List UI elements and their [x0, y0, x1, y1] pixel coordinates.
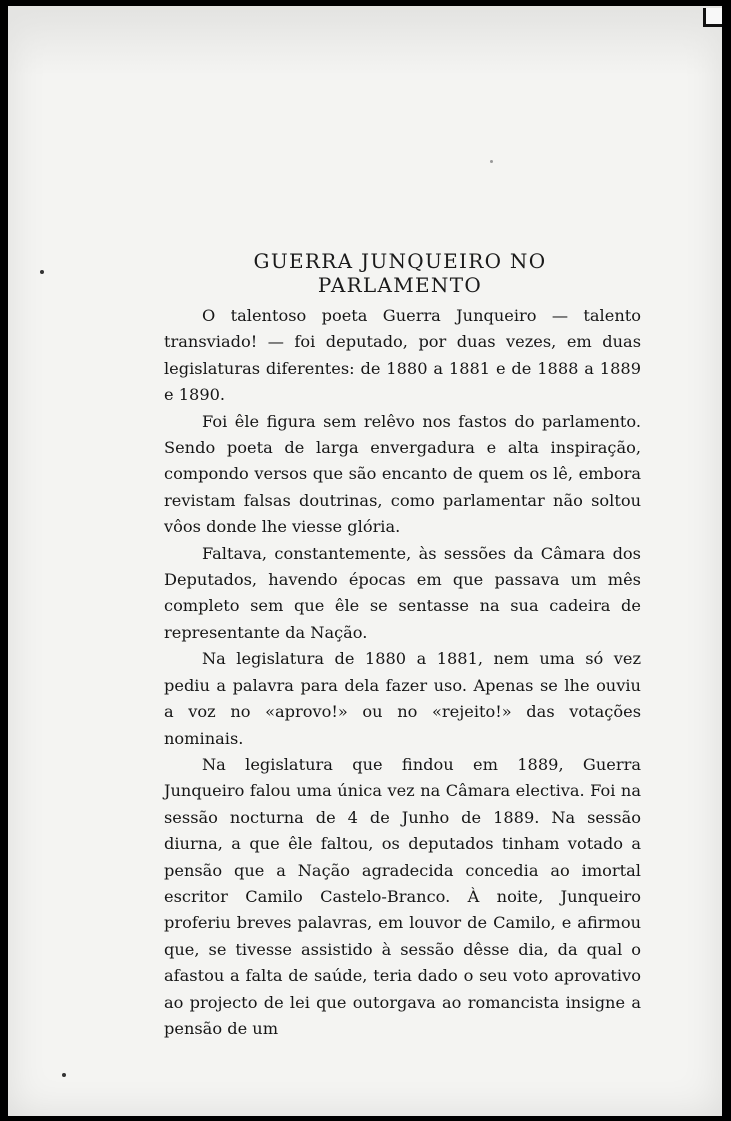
scan-speck: [62, 1073, 66, 1077]
paragraph: Na legislatura de 1880 a 1881, nem uma só vez pediu a palavra para dela fazer uso. Apenas se lhe ouviu a voz no «aprovo!» ou no «rejeito!» das votações nominais.: [164, 649, 641, 748]
paragraph: O talentoso poeta Guerra Junqueiro — talento transviado! — foi deputado, por duas vezes, em duas legislaturas diferentes: de 1880 a 1881 e de 1888 a 1889 e 1890.: [164, 306, 641, 405]
scan-corner-mark: [703, 8, 722, 27]
chapter-title: GUERRA JUNQUEIRO NO PARLAMENTO: [253, 249, 547, 297]
paragraph: Na legislatura que findou em 1889, Guerra Junqueiro falou uma única vez na Câmara electiva. Foi na sessão nocturna de 4 de Junho de 1889. Na sessão diurna, a que êle faltou, os deputados tinham votado a pensão que a Nação agradecida concedia ao imortal escritor Camilo Castelo-Branco. À noite, Junqueiro proferiu breves palavras, em louvor de Camilo, e afirmou que, se tivesse assistido à sessão dêsse dia, da qual o afastou a falta de saúde, teria dado o seu voto aprovativo ao projecto de lei que outorgava ao romancista insigne a pensão de um: [164, 754, 641, 1038]
paragraph: Foi êle figura sem relêvo nos fastos do parlamento. Sendo poeta de larga envergadura e alta inspiração, compondo versos que são encanto de quem os lê, embora revistam falsas doutrinas, como parlamentar não soltou vôos donde lhe viesse glória.: [164, 411, 641, 537]
body-text: [164, 303, 641, 1042]
scan-speck: [490, 160, 493, 163]
scan-shading: [8, 6, 722, 76]
paragraph: Faltava, constantemente, às sessões da Câmara dos Deputados, havendo épocas em que passava um mês completo sem que êle se sentasse na sua cadeira de representante da Nação.: [164, 543, 641, 642]
scan-speck: [40, 270, 44, 274]
